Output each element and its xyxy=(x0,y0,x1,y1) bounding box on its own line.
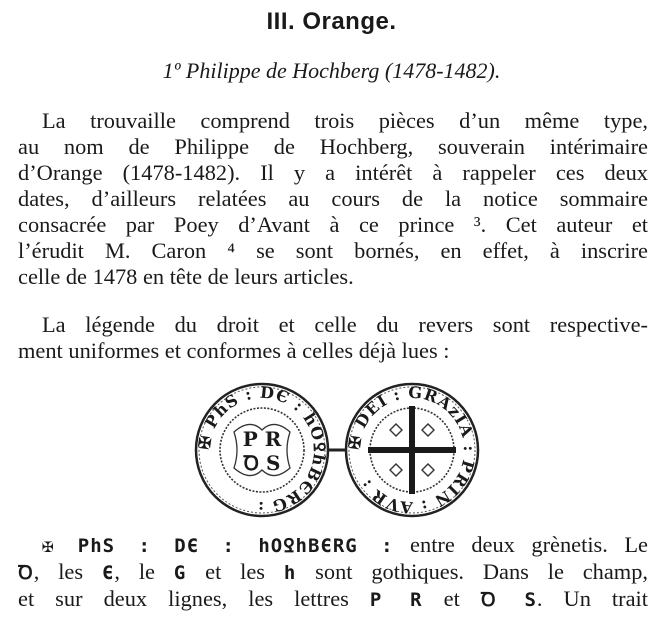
coin-illustration xyxy=(194,380,480,520)
paragraph-1-line: d’Orange (1478-1482). Il y a intérêt à rappeler ces deux xyxy=(18,160,648,185)
obverse-field-bottom: Ꝺ S xyxy=(243,451,281,475)
paragraph-1-line: La trouvaille comprend trois pièces d’un même type, xyxy=(42,108,648,133)
paragraph-3 xyxy=(18,532,648,613)
paragraph-3-line xyxy=(18,586,648,613)
coin-reverse xyxy=(345,383,479,518)
gothic-letter: h xyxy=(283,562,297,584)
gothic-letter: Є xyxy=(101,562,115,584)
paragraph-1 xyxy=(18,108,648,290)
paragraph-2-line: La légende du droit et celle du revers sont respective- xyxy=(42,312,648,337)
gothic-letter: G xyxy=(173,562,187,584)
paragraph-3-line xyxy=(18,532,648,559)
paragraph-3-text: et sur deux lignes, les lettres xyxy=(18,586,370,611)
paragraph-3-text: , le xyxy=(114,559,174,584)
paragraph-1-line: celle de 1478 en tête de leurs articles. xyxy=(18,264,354,289)
paragraph-3-text: sont gothiques. Dans le champ, xyxy=(296,559,648,584)
paragraph-3-line xyxy=(18,559,648,586)
gothic-legend: ✠ PhS : DЄ : hOꝾhBЄRG : xyxy=(42,535,394,557)
paragraph-2-line: ment uniformes et conformes à celles déjà lues : xyxy=(18,338,450,363)
paragraph-1-line: dates, d’ailleurs relatées au cours de la notice sommaire xyxy=(18,186,648,211)
section-title: III. Orange. xyxy=(266,8,397,35)
obverse-field-top: P R xyxy=(242,427,282,451)
gothic-letter: Ꝺ xyxy=(18,562,34,584)
paragraph-3-text: entre deux grènetis. Le xyxy=(393,532,648,557)
paragraph-1-line: au nom de Philippe de Hochberg, souverain intérimaire xyxy=(18,134,648,159)
gothic-letter: Ꝺ S xyxy=(480,589,537,611)
paragraph-3-text: et les xyxy=(186,559,284,584)
paragraph-1-line: l’érudit M. Caron ⁴ se sont bornés, en effet, à inscrire xyxy=(18,238,648,263)
paragraph-3-text: , les xyxy=(33,559,102,584)
subsection-title: 1º Philippe de Hochberg (1478-1482). xyxy=(162,58,501,83)
paragraph-3-text: et xyxy=(422,586,481,611)
obverse-legend: ✠ PhS : DЄ : hOꝾhBЄRG : xyxy=(194,382,330,518)
gothic-letter: P R xyxy=(369,589,423,611)
coin-obverse xyxy=(195,383,330,517)
paragraph-3-text: . Un trait xyxy=(536,586,648,611)
reverse-legend: ✠ DEI : GRAzIA : PRIN : AVR : xyxy=(344,382,480,518)
paragraph-1-line: consacrée par Poey d’Avant à ce prince ³. Cet auteur et xyxy=(18,212,648,237)
paragraph-2 xyxy=(18,312,648,364)
